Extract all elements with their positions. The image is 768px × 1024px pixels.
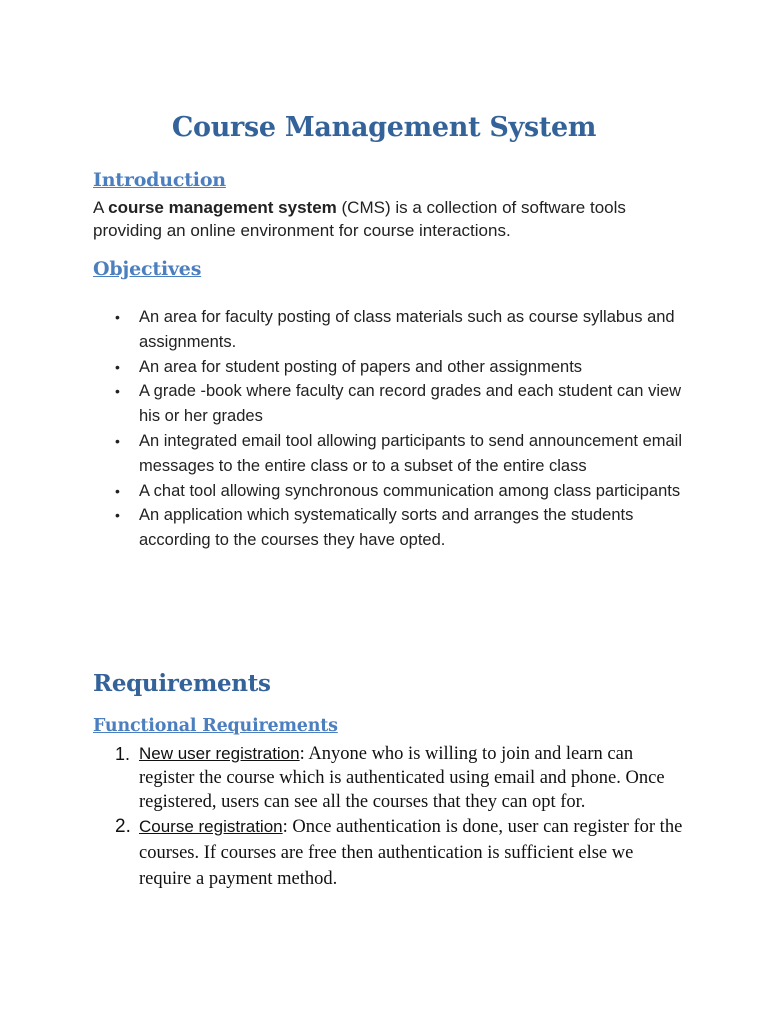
list-number: 1.	[115, 744, 131, 764]
bullet-icon: •	[115, 383, 120, 400]
functional-requirements-heading: Functional Requirements	[93, 716, 338, 736]
list-item-text: An application which systematically sorts and arranges the students according to the courses they have opted.	[139, 506, 634, 550]
list-item	[93, 429, 683, 479]
objectives-heading: Objectives	[93, 258, 202, 280]
list-item-text: An integrated email tool allowing participants to send announcement email messages to the entire class or to a subset of the entire class	[139, 431, 682, 475]
list-item-text: An area for faculty posting of class materials such as course syllabus and assignments.	[139, 308, 675, 351]
requirements-heading: Requirements	[93, 670, 271, 697]
list-item	[93, 379, 683, 429]
requirement-text: : Anyone who is willing to join and learn can register the course which is authenticated using email and phone. Once registered, users can see all the courses that they can opt for.	[139, 744, 665, 812]
introduction-paragraph	[93, 196, 683, 242]
list-item	[93, 355, 683, 380]
intro-suffix: (CMS) is a collection of software tools providing an online environment for course interactions.	[93, 198, 626, 240]
list-number: 2.	[115, 816, 131, 837]
list-item	[93, 479, 683, 504]
objectives-list	[93, 305, 683, 553]
list-item-text: A grade -book where faculty can record grades and each student can view his or her grades	[139, 382, 682, 426]
list-item	[93, 503, 683, 553]
requirement-term: New user registration	[139, 744, 300, 763]
list-item	[93, 814, 683, 892]
bullet-icon: •	[115, 482, 120, 499]
bullet-icon: •	[115, 432, 120, 449]
requirement-text: : Once authentication is done, user can register for the courses. If courses are free then authentication is sufficient else we require a payment method.	[139, 817, 683, 889]
requirement-term: Course registration	[139, 817, 283, 836]
functional-requirements-list	[93, 742, 683, 892]
document-title: Course Management System	[171, 112, 597, 143]
bullet-icon: •	[115, 358, 120, 375]
intro-prefix: A	[93, 198, 109, 217]
intro-bold-term: course management system	[108, 198, 337, 217]
introduction-heading: Introduction	[93, 169, 226, 191]
list-item	[93, 742, 683, 814]
bullet-icon: •	[115, 507, 120, 524]
list-item	[93, 305, 683, 355]
bullet-icon: •	[115, 309, 120, 325]
list-item-text: An area for student posting of papers and other assignments	[139, 357, 583, 376]
list-item-text: A chat tool allowing synchronous communication among class participants	[139, 481, 681, 500]
